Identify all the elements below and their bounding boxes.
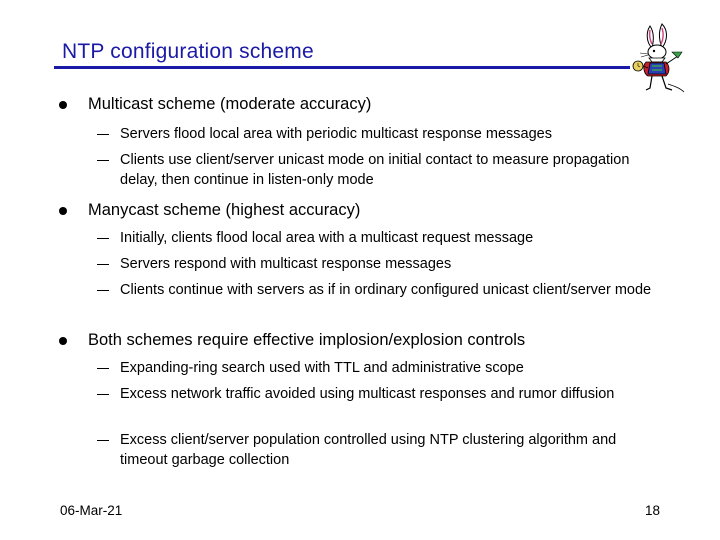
page-number: 18 xyxy=(644,503,660,518)
bullet-both-schemes: Both schemes require effective implosion/explosion controls xyxy=(88,331,526,349)
bullet-multicast-scheme: Multicast scheme (moderate accuracy) xyxy=(88,95,372,113)
sub-item: Excess client/server population controlled using NTP clustering algorithm and timeout garbage collection xyxy=(120,432,617,468)
footer-date: 06-Mar-21 xyxy=(60,503,123,518)
bullet-icon xyxy=(59,337,67,345)
bullet-icon xyxy=(59,207,67,215)
sub-item: Excess network traffic avoided using multicast responses and rumor diffusion xyxy=(120,386,615,402)
dash-icon xyxy=(97,238,109,239)
sub-item: Expanding-ring search used with TTL and administrative scope xyxy=(120,360,524,376)
sub-item: Clients continue with servers as if in ordinary configured unicast client/server mode xyxy=(120,282,652,298)
sub-item: Servers respond with multicast response messages xyxy=(120,256,452,272)
dash-icon xyxy=(97,394,109,395)
dash-icon xyxy=(97,440,109,441)
dash-icon xyxy=(97,290,109,291)
dash-icon xyxy=(97,134,109,135)
white-rabbit-logo-icon xyxy=(628,22,688,96)
sub-item: Servers flood local area with periodic multicast response messages xyxy=(120,126,552,142)
slide-title: NTP configuration scheme xyxy=(62,40,314,63)
dash-icon xyxy=(97,264,109,265)
dash-icon xyxy=(97,368,109,369)
bullet-manycast-scheme: Manycast scheme (highest accuracy) xyxy=(88,201,361,219)
bullet-icon xyxy=(59,101,67,109)
sub-item: Clients use client/server unicast mode on initial contact to measure propagation delay, then continue in listen-only mode xyxy=(120,152,630,188)
dash-icon xyxy=(97,160,109,161)
title-underline xyxy=(54,66,630,69)
sub-item: Initially, clients flood local area with a multicast request message xyxy=(120,230,534,246)
